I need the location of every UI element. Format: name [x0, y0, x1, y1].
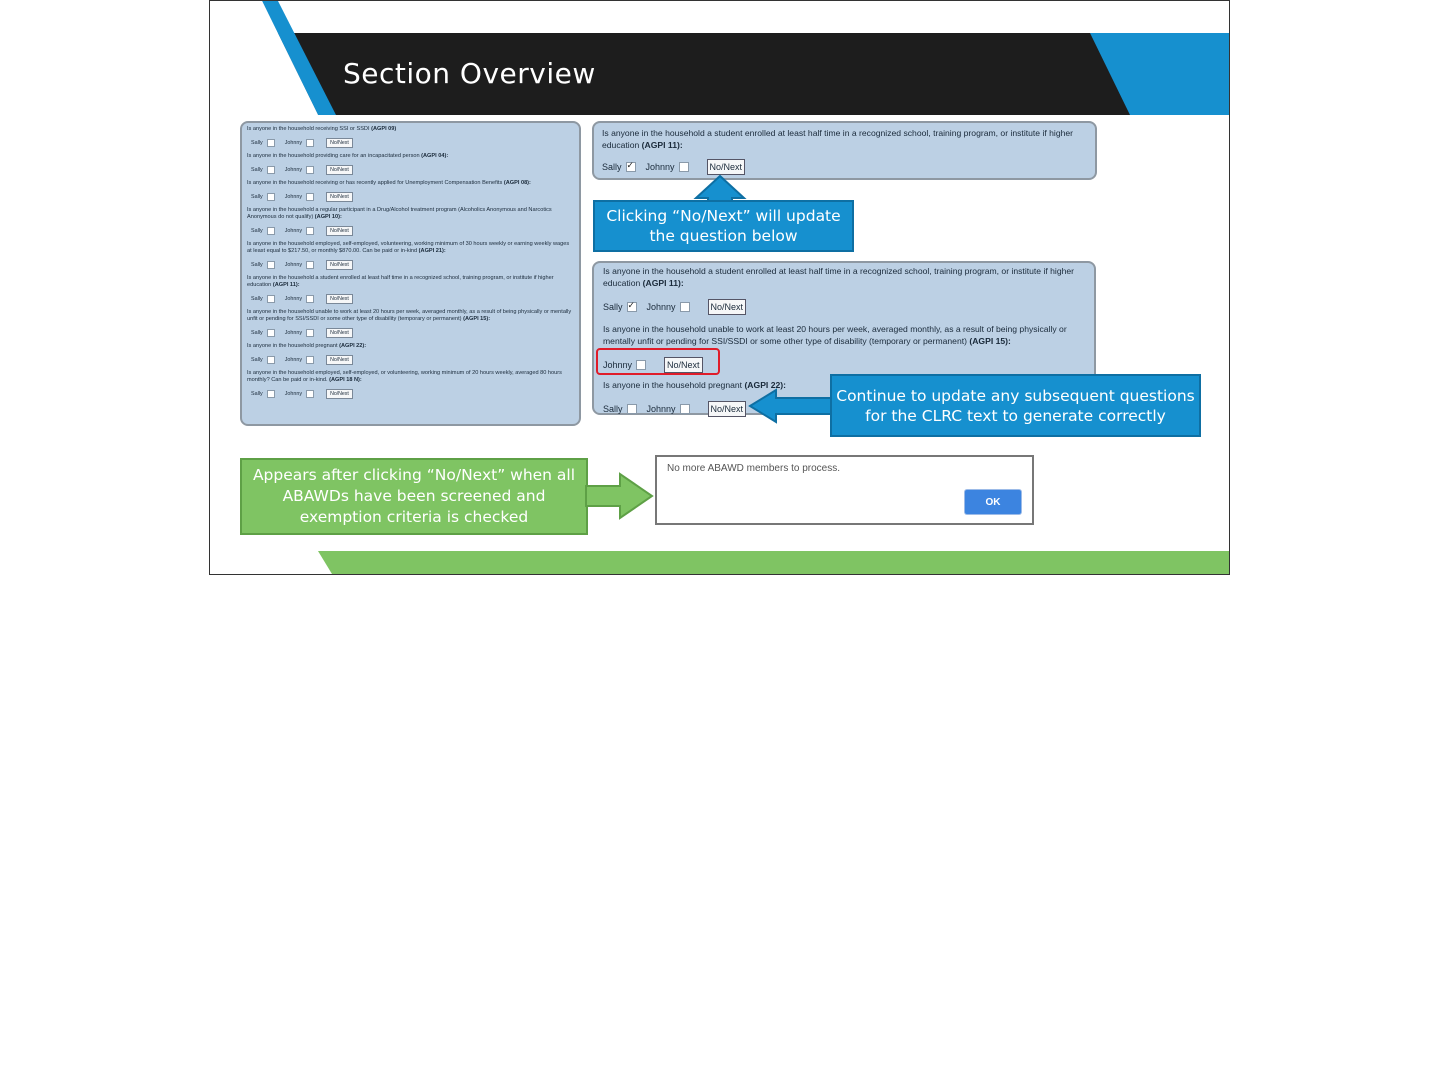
option-label-sally: Sally: [603, 302, 623, 312]
slide: [209, 0, 1230, 575]
no-next-button[interactable]: No/Next: [326, 260, 353, 270]
checkbox-johnny[interactable]: [306, 193, 314, 201]
callout-appears-after: Appears after clicking “No/Next” when all ABAWDs have been screened and exemption criteria is checked: [240, 458, 588, 535]
callout-continue-updating: Continue to update any subsequent questions for the CLRC text to generate correctly: [830, 374, 1201, 437]
checkbox-sally[interactable]: [267, 139, 275, 147]
option-label-johnny: Johnny: [646, 302, 676, 312]
option-label-sally: Sally: [251, 261, 263, 268]
question-text: Is anyone in the household employed, self-employed, or volunteering, working minimum of 20 hours weekly, averaged 80 hours monthly? Can be paid or in-kind. (AGPI 18 N):: [247, 370, 562, 383]
left-arrow-icon: [748, 388, 832, 424]
alert-dialog: [655, 455, 1034, 525]
option-label-johnny: Johnny: [284, 261, 303, 268]
option-label-sally: Sally: [251, 329, 263, 336]
question-text-1: Is anyone in the household a student enrolled at least half time in a recognized school, training program, or institute if higher education (AGPI 11):: [603, 266, 1075, 288]
checkbox-johnny[interactable]: [679, 162, 689, 172]
no-next-button[interactable]: No/Next: [708, 401, 747, 417]
ok-button[interactable]: OK: [965, 490, 1021, 514]
option-label-johnny: Johnny: [284, 329, 303, 336]
checkbox-sally[interactable]: [267, 193, 275, 201]
no-next-button[interactable]: No/Next: [326, 328, 353, 338]
options-row: [251, 225, 574, 236]
checkbox-sally[interactable]: [267, 295, 275, 303]
options-row: [251, 259, 574, 270]
no-next-button[interactable]: No/Next: [326, 294, 353, 304]
checkbox-johnny[interactable]: [306, 227, 314, 235]
checkbox-sally[interactable]: [267, 390, 275, 398]
option-label-johnny: Johnny: [603, 360, 633, 370]
no-next-button[interactable]: No/Next: [326, 355, 353, 365]
option-label-johnny: Johnny: [284, 390, 303, 397]
highlight-box: [596, 348, 720, 375]
option-label-sally: Sally: [251, 295, 263, 302]
question-text: Is anyone in the household employed, self-employed, volunteering, working minimum of 30 hours weekly or earning weekly wages at least equal to $217.50, or monthly $870.00. Can be paid or in-kind (AGPI 21):: [247, 241, 570, 254]
footer-bar-green: [318, 551, 1230, 574]
checkbox-sally[interactable]: [267, 356, 275, 364]
option-label-sally: Sally: [251, 227, 263, 234]
options-row: [251, 354, 574, 365]
questions-screenshot-panel: [240, 121, 581, 426]
question-text: Is anyone in the household a regular participant in a Drug/Alcohol treatment program (Alcoholics Anonymous and Narcotics Anonymous do not qualify) (AGPI 10):: [247, 207, 552, 220]
question-text-3: Is anyone in the household pregnant (AGPI 22):: [603, 380, 786, 390]
checkbox-johnny[interactable]: [306, 295, 314, 303]
no-next-button[interactable]: No/Next: [326, 138, 353, 148]
checkbox-johnny[interactable]: [306, 356, 314, 364]
option-label-johnny: Johnny: [284, 193, 303, 200]
options-row: [251, 327, 574, 338]
option-label-johnny: Johnny: [284, 295, 303, 302]
option-label-sally: Sally: [602, 162, 622, 172]
option-label-johnny: Johnny: [284, 356, 303, 363]
no-next-button[interactable]: No/Next: [326, 165, 353, 175]
options-row: [251, 388, 574, 399]
checkbox-sally[interactable]: [627, 404, 637, 414]
question-text: Is anyone in the household pregnant (AGPI 22):: [247, 343, 367, 349]
option-label-sally: Sally: [251, 356, 263, 363]
option-label-johnny: Johnny: [284, 139, 303, 146]
option-label-sally: Sally: [251, 193, 263, 200]
checkbox-johnny[interactable]: [306, 139, 314, 147]
option-label-johnny: Johnny: [284, 166, 303, 173]
checkbox-johnny[interactable]: [306, 329, 314, 337]
no-next-button[interactable]: No/Next: [326, 389, 353, 399]
question-text: Is anyone in the household receiving SSI or SSDI (AGPI 09): [247, 126, 397, 132]
question-text: Is anyone in the household unable to work at least 20 hours per week, averaged monthly, as a result of being physically or mentally unfit or pending for SSI/SSDI or some other type of disability (temporary or permanent) (AGPI 15):: [247, 309, 572, 322]
question-text: Is anyone in the household a student enrolled at least half time in a recognized school, training program, or institute if higher education (AGPI 11):: [247, 275, 554, 288]
options-row: [251, 191, 574, 202]
option-label-sally: Sally: [251, 390, 263, 397]
checkbox-johnny[interactable]: [680, 404, 690, 414]
no-next-button[interactable]: No/Next: [326, 226, 353, 236]
no-next-button[interactable]: No/Next: [708, 299, 747, 315]
no-next-button[interactable]: No/Next: [707, 159, 746, 175]
right-arrow-icon: [586, 472, 654, 520]
option-label-sally: Sally: [603, 404, 623, 414]
options-row: [251, 137, 574, 148]
options-row: [251, 293, 574, 304]
checkbox-sally[interactable]: [627, 302, 637, 312]
option-label-johnny: Johnny: [646, 404, 676, 414]
dialog-message: No more ABAWD members to process.: [667, 463, 841, 474]
option-label-sally: Sally: [251, 139, 263, 146]
option-label-johnny: Johnny: [645, 162, 675, 172]
checkbox-sally[interactable]: [267, 329, 275, 337]
checkbox-sally[interactable]: [267, 227, 275, 235]
question-panel-top: [592, 121, 1097, 180]
checkbox-johnny[interactable]: [306, 166, 314, 174]
checkbox-sally[interactable]: [267, 261, 275, 269]
callout-clicking-no-next: Clicking “No/Next” will update the question below: [593, 200, 854, 252]
option-label-johnny: Johnny: [284, 227, 303, 234]
footer-band: [210, 548, 1230, 574]
question-text: Is anyone in the household providing care for an incapacitated person (AGPI 04):: [247, 153, 449, 159]
question-text-2: Is anyone in the household unable to work at least 20 hours per week, averaged monthly, as a result of being physically or mentally unfit or pending for SSI/SSDI or some other type of disability (temporary or permanent) (AGPI 15):: [603, 324, 1067, 346]
question-text: Is anyone in the household receiving or has recently applied for Unemployment Compensation Benefits (AGPI 08):: [247, 180, 531, 186]
checkbox-johnny[interactable]: [680, 302, 690, 312]
no-next-button[interactable]: No/Next: [664, 357, 703, 373]
checkbox-sally[interactable]: [626, 162, 636, 172]
options-row: [251, 164, 574, 175]
checkbox-johnny[interactable]: [306, 390, 314, 398]
checkbox-johnny[interactable]: [306, 261, 314, 269]
option-label-sally: Sally: [251, 166, 263, 173]
page-title: Section Overview: [343, 57, 596, 90]
question-text: Is anyone in the household a student enrolled at least half time in a recognized school, training program, or institute if higher education (AGPI 11):: [602, 128, 1074, 150]
checkbox-sally[interactable]: [267, 166, 275, 174]
no-next-button[interactable]: No/Next: [326, 192, 353, 202]
